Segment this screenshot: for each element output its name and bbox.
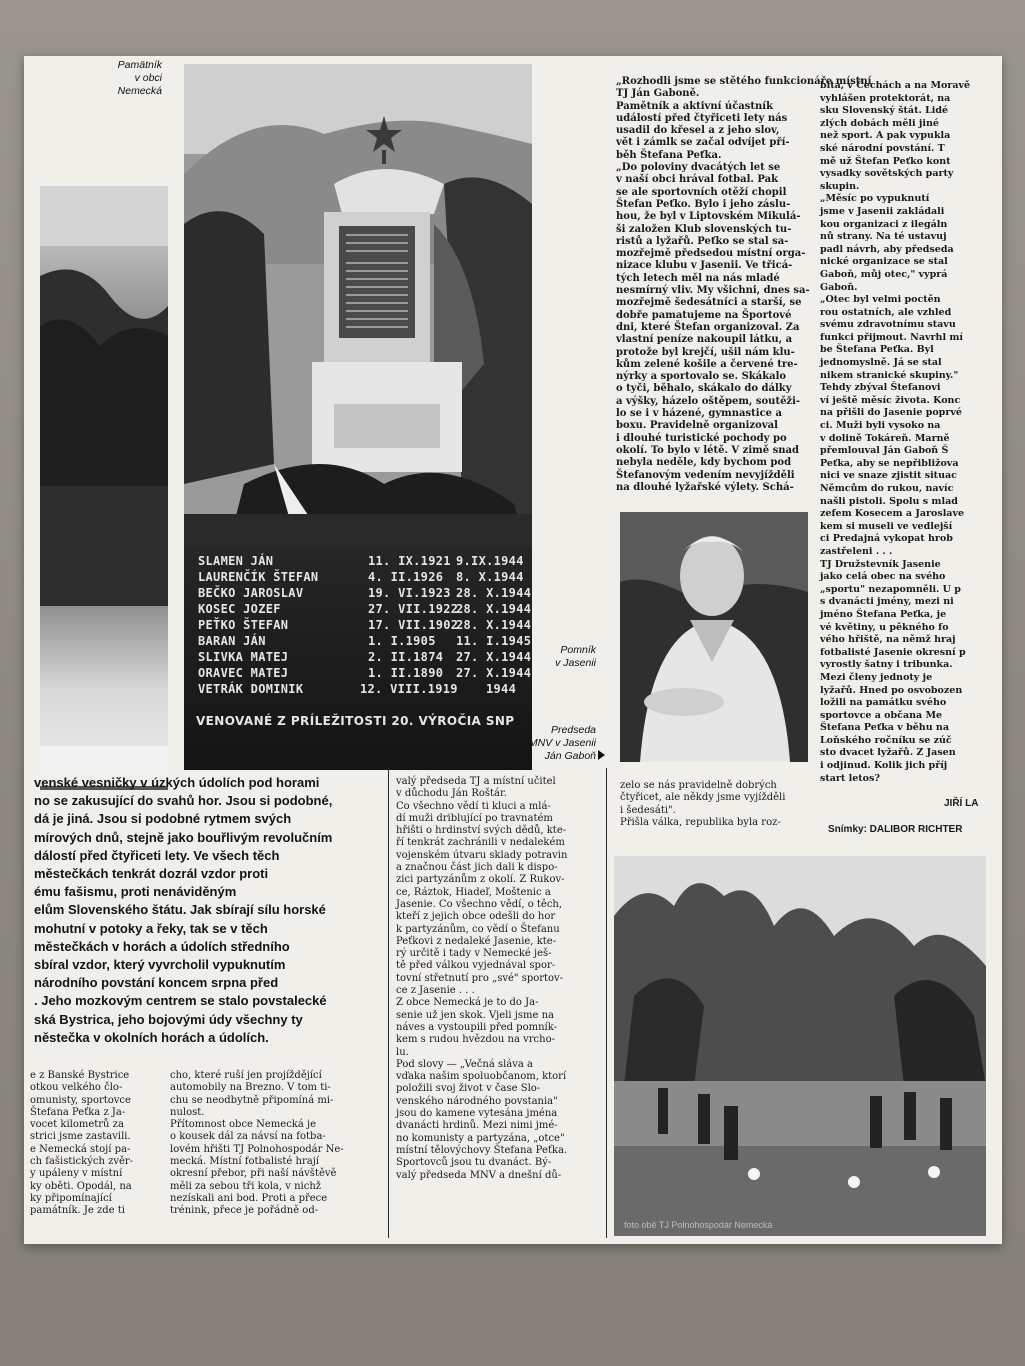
text-line: valý předseda MNV a dnešní dů-	[396, 1169, 562, 1181]
text-line: vďaka našim spoluobčanom, ktorí	[396, 1071, 567, 1083]
plaque-died: 9.IX.1944	[456, 554, 524, 568]
text-line: protože byl krejčí, ušil nám klu-	[616, 346, 795, 358]
text-line: v dolině Tokáreň. Marně	[820, 432, 950, 444]
text-line: nezískali ani bod. Proti a přece	[170, 1192, 328, 1204]
plaque-name: BEČKO JAROSLAV	[198, 586, 304, 600]
text-line: boxu. Pravidelně organizoval	[616, 420, 778, 432]
text-line: okresní přebor, při naší návštěvě	[170, 1168, 337, 1180]
text-line: Loňského ročníku se zúč	[820, 734, 952, 746]
plaque-died: 11. I.1945	[456, 634, 532, 648]
plaque-row	[198, 682, 522, 698]
text-line: y upáleny v místní	[30, 1168, 123, 1180]
text-line: vého hřiště, na němž hraj	[820, 634, 956, 646]
lead-line: venské vesničky v úzkých údolích pod horami	[34, 775, 320, 790]
text-line: vlastní peníze nakoupil látku, a	[616, 334, 793, 346]
plaque-name: PEŤKO ŠTEFAN	[198, 618, 289, 632]
plaque-born: 1. II.1890	[368, 666, 444, 680]
text-line: mecká. Místní fotbalisté hrají	[170, 1156, 320, 1168]
text-line: i dlouhé turistické pochody po	[616, 432, 787, 444]
text-line: TJ Družstevník Jasenie	[820, 558, 941, 570]
lead-line: městečkách v horách a údolích středního	[34, 938, 290, 954]
plaque-name: SLIVKA MATEJ	[198, 650, 289, 664]
text-line: přemlouval Ján Gaboň Š	[820, 445, 949, 457]
plaque-row	[198, 618, 532, 634]
text-line: měli za sebou tři kola, v nichž	[170, 1180, 322, 1192]
text-line: nesmírný vliv. My všichni, dnes sa-	[616, 285, 810, 297]
text-line: senie už jen skok. Vjeli jsme na	[396, 1009, 554, 1021]
text-line: kem s rudou hvězdou na vrcho-	[396, 1034, 555, 1046]
text-line: zlých dobách měli jiné	[820, 117, 939, 129]
plaque-died: 28. X.1944	[456, 586, 532, 600]
text-line: fotbalisté Jasenie okresní p	[820, 646, 966, 658]
text-line: bita, v Čechách a na Moravě	[820, 80, 971, 91]
text-line: nizace klubu v Jasenii. Ve třicá-	[616, 260, 793, 272]
lead-line: . Jeho mozkovým centrem se stalo povstalecké	[34, 993, 327, 1009]
text-line: našli pistoli. Spolu s mlad	[820, 495, 958, 507]
portrait-photo-image	[620, 512, 808, 762]
plaque-row	[198, 586, 532, 602]
text-line: otkou velkého člo-	[30, 1082, 123, 1094]
text-line: čtyřicet, ale někdy jsme vyjížděli	[620, 792, 786, 804]
plaque-died: 8. X.1944	[456, 570, 524, 584]
plaque-born: 12. VIII.1919	[360, 682, 458, 696]
text-line: okolí. To bylo v létě. V zimě snad	[616, 444, 799, 456]
text-line: rou ostatních, ale vzhled	[820, 306, 952, 318]
text-line: Mezi členy jednoty je	[820, 671, 933, 683]
text-line: no komunisty a partyzána, „otce"	[396, 1132, 565, 1144]
text-line: funkci přijmout. Navrhl mí	[820, 331, 964, 343]
text-line: místní tělovýchovy Štefana Peťka.	[396, 1144, 568, 1156]
text-line: nulost.	[170, 1106, 205, 1118]
caption-pointer-icon	[598, 750, 605, 760]
text-line: mozřejmě šedesátníci a starší, se	[616, 297, 802, 309]
text-line: Pod slovy — „Večná sláva a	[396, 1058, 534, 1070]
plaque-died: 28. X.1944	[456, 618, 532, 632]
magazine-page	[24, 56, 1002, 1244]
caption-line: Predseda	[551, 724, 596, 736]
byline-text: JIŘÍ LA	[944, 798, 979, 809]
football-photo-image	[614, 856, 986, 1236]
text-line: jméno Štefana Peťka, je	[820, 608, 947, 620]
text-line: Štefan Peťko. Bylo i jeho záslu-	[616, 198, 791, 210]
lead-line: městečkách tenkrát dozrál vzdor proti	[34, 866, 269, 882]
photo-credit-text: Snímky: DALIBOR RICHTER	[828, 824, 963, 835]
text-line: vysadky sovětských party	[820, 168, 954, 180]
caption-jasenie	[532, 644, 596, 670]
text-line: Co všechno vědí ti kluci a mlá-	[396, 800, 551, 812]
text-column-right	[820, 80, 980, 790]
text-line: hou, že byl v Liptovském Mikulá-	[616, 211, 801, 223]
text-line: náves a vystoupili před pomník-	[396, 1021, 557, 1033]
photo-credit	[828, 824, 1002, 836]
text-line: sto dvacet lyžařů. Z Jasen	[820, 747, 956, 759]
plaque-row	[198, 650, 532, 666]
text-line: start letos?	[820, 772, 880, 784]
text-line: strici jsme zastavili.	[30, 1131, 131, 1143]
text-line: zici partyzánům z okolí. Z Rukov-	[396, 874, 565, 886]
text-line: Pamětník a aktivní účastník	[616, 100, 774, 112]
text-line: událostí před čtyřiceti lety nás	[616, 112, 788, 124]
text-line: kem si museli ve vedlejší	[820, 520, 953, 532]
text-line: Peťkovi z nedaleké Jasenie, kte-	[396, 935, 557, 947]
text-line: e Nemecká stojí pa-	[30, 1143, 131, 1155]
text-column-continuation	[620, 780, 816, 840]
plaque-row	[198, 634, 532, 650]
text-line: chu se neodbytně připomíná mi-	[170, 1094, 334, 1106]
text-line: tě před válkou vyjednával spor-	[396, 960, 556, 972]
text-line: kteří z jejich obce odešli do hor	[396, 911, 556, 923]
text-line: trénink, přece je pořádně od-	[170, 1205, 319, 1217]
plaque-died: 28. X.1944	[456, 602, 532, 616]
text-line: i odjinud. Kolik jich příj	[820, 760, 948, 772]
text-line: dni, které Štefan organizoval. Za	[616, 321, 800, 333]
plaque-born: 19. VI.1923	[368, 586, 451, 600]
text-column-bottom-2	[170, 1070, 380, 1240]
text-line: ci Predajná vykopat hrob	[820, 533, 953, 545]
caption-predseda	[520, 724, 596, 763]
text-line: ří tenkrát zachránili v nedalekém	[396, 837, 565, 849]
lead-line: ská Bystrica, jeho bojovými údy všechny ty	[34, 1011, 303, 1027]
text-line: na dlouhé lyžařské výlety. Schá-	[616, 481, 794, 493]
plaque-born: 11. IX.1921	[368, 554, 451, 568]
text-line: Jasenie. Co všechno vědí, o těch,	[396, 898, 563, 910]
text-line: o kousek dál za návsí na fotba-	[170, 1131, 326, 1143]
caption-line: Ján Gaboň	[544, 750, 596, 762]
text-line: ky připomínající	[30, 1192, 112, 1204]
lead-line: národního povstání koncem srpna před	[34, 975, 279, 991]
text-line: dvanácti hrdinů. Mezi nimi jmé-	[396, 1120, 558, 1132]
text-line: mě už Štefan Peťko kont	[820, 155, 951, 167]
text-line: nýrky a sportovalo se. Skákalo	[616, 371, 787, 383]
text-line: Peťka, aby se nepřibližova	[820, 457, 959, 469]
text-line: Tehdy zbýval Štefanovi	[820, 382, 941, 394]
text-line: automobily na Brezno. V tom ti-	[170, 1082, 331, 1094]
football-photo	[614, 856, 986, 1236]
lead-line: no se zakusující do svahů hor. Jsou si podobné,	[34, 793, 333, 809]
text-line: jednomyslně. Já se stal	[820, 357, 942, 369]
text-line: „sportu" nezapomněli. U p	[820, 583, 961, 595]
text-line: nikem stranické skupiny."	[820, 369, 959, 381]
text-line: položili svoj život v čase Slo-	[396, 1083, 541, 1095]
plaque-born: 2. II.1874	[368, 650, 444, 664]
column-divider	[606, 768, 607, 1238]
text-line: a značnou část jich dali k dispo-	[396, 862, 558, 874]
text-line: lyžařů. Hned po osvobozen	[820, 684, 963, 696]
text-line: ky oběti. Opodál, na	[30, 1180, 132, 1192]
plaque-died: 1944	[486, 682, 517, 696]
text-line: s dvanácti jmény, mezi ni	[820, 596, 954, 608]
text-line: hřišti o hrdinství svých dědů, kte-	[396, 825, 567, 837]
plaque-died: 27. X.1944	[456, 666, 532, 680]
text-line: e z Banské Bystrice	[30, 1070, 130, 1081]
portrait-photo	[620, 512, 808, 762]
left-photo-strip	[40, 186, 168, 776]
text-line: „Do poloviny dvacátých let se	[616, 162, 781, 174]
plaque-row	[198, 554, 522, 570]
text-line: i šedesáti".	[620, 804, 676, 816]
text-line: zefem Kosecem a Jaroslave	[820, 508, 965, 520]
caption-line: v obci	[134, 72, 162, 84]
text-line: lovém hřišti TJ Polnohospodár Ne-	[170, 1143, 344, 1155]
text-line: jsme v Jasenii zakládali	[820, 205, 945, 217]
text-line: lu.	[396, 1046, 409, 1058]
lead-line: dálostí před čtyřiceti lety. Ve všech těch	[34, 847, 280, 863]
text-line: Přišla válka, republika byla roz-	[620, 816, 781, 828]
text-line: o tyči, běhalo, skákalo do dálky	[616, 383, 792, 395]
plaque-footer: VENOVANÉ Z PRÍLEŽITOSTI 20. VÝROČIA SNP	[196, 714, 515, 728]
plaque-born: 1. I.1905	[368, 634, 436, 648]
plaque-row	[198, 666, 532, 682]
text-line: a výšky, házelo oštěpem, soutěži-	[616, 395, 801, 407]
text-line: tovní střetnutí pro „své" sportov-	[396, 972, 564, 984]
plaque-name: KOSEC JOZEF	[198, 602, 281, 616]
text-line: „Rozhodli jsme se stětého funkcionáře místní	[616, 76, 872, 87]
text-line: se ale sportovních otěží chopil	[616, 186, 787, 198]
left-photo-image	[40, 186, 168, 776]
photo-stamp: foto obě TJ Polnohospodár Nemecká	[624, 1220, 773, 1230]
text-line: usadil do křesel a z jeho slov,	[616, 125, 780, 137]
lead-line: dá je jiná. Jsou si podobné rytmem svých	[34, 811, 292, 827]
text-line: Štefana Peťka z Ja-	[30, 1106, 126, 1118]
caption-line: Nemecká	[117, 85, 162, 97]
text-line: valý předseda TJ a místní učitel	[396, 776, 556, 787]
text-line: jako celá obec na svého	[820, 571, 946, 583]
text-line: ské národní povstání. T	[820, 142, 945, 154]
text-line: TJ Ján Gaboně.	[616, 88, 700, 100]
plaque-name: SLAMEN JÁN	[198, 554, 274, 568]
text-line: lo se i v házené, gymnastice a	[616, 408, 782, 420]
lead-line: ému fašismu, proti nenáviděným	[34, 884, 237, 900]
text-line: vět i zámlk se začal odvíjet pří-	[616, 137, 790, 149]
text-line: Němcům do rukou, navíc	[820, 483, 954, 494]
text-line: sportovce a občana Me	[820, 709, 943, 721]
text-line: vocet kilometrů za	[30, 1119, 124, 1131]
lead-line: elům Slovenského štátu. Jak sbírají sílu horské	[34, 902, 326, 918]
text-line: Štefana Peťka v běhu na	[820, 722, 949, 734]
plaque-name: BARAN JÁN	[198, 634, 266, 648]
text-line: než sport. A pak vypukla	[820, 130, 951, 142]
text-line: venského národného povstania"	[396, 1095, 558, 1107]
text-line: Gaboň, můj otec," vyprá	[820, 268, 948, 280]
plaque-name: LAURENČÍK ŠTEFAN	[198, 570, 319, 584]
text-line: ch fašistických zvěr-	[30, 1156, 134, 1168]
text-line: v důchodu Ján Roštár.	[396, 788, 507, 800]
byline	[944, 798, 1002, 810]
lead-line: mohutní v potoky a řeky, tak se v těch	[34, 920, 268, 936]
text-line: nů strany. Na té ustavuj	[820, 231, 947, 243]
text-line: ví ještě měsíc života. Konc	[820, 394, 961, 406]
text-line: ce, Ráztok, Hiadeľ, Moštenic a	[396, 886, 551, 898]
caption-line: Pamätník	[117, 59, 162, 71]
text-line: vé květiny, u pěkného fo	[820, 621, 949, 633]
plaque-born: 17. VII.1902	[368, 618, 459, 632]
monument-photo	[184, 64, 532, 770]
text-line: omunisty, sportovce	[30, 1094, 131, 1106]
caption-line: MNV v Jasenii	[528, 737, 596, 749]
plaque-born: 4. II.1926	[368, 570, 444, 584]
plaque-born: 27. VII.1922	[368, 602, 459, 616]
text-line: ristů a lyžařů. Peťko se stal sa-	[616, 235, 789, 247]
text-line: k partyzánům, co vědí o Štefanu	[396, 923, 560, 935]
plaque-died: 27. X.1944	[456, 650, 532, 664]
text-line: památník. Je zde ti	[30, 1205, 125, 1217]
lead-line: sbíral vzdor, který vyvrcholil vypuknutím	[34, 957, 286, 973]
text-line: Štefanovým vedením nevyjížděli	[616, 469, 795, 481]
text-line: v naší obci hrával fotbal. Pak	[616, 174, 779, 186]
text-line: tých letech měl na nás mladé	[616, 272, 780, 284]
text-line: Sportovců jsou tu dvanáct. Bý-	[396, 1157, 552, 1169]
text-line: skupin.	[820, 180, 860, 192]
text-line: kou organizaci z ilegáln	[820, 218, 948, 230]
text-line: vyrostly šatny i tribunka.	[820, 659, 953, 671]
plaque-row	[198, 602, 532, 618]
text-line: kům zelené košile a červené tre-	[616, 358, 798, 370]
text-line: vojenském útvaru sklady potravin	[396, 849, 568, 861]
lead-line: mírových dnů, stejně jako bouřlivým revolučním	[34, 829, 333, 845]
text-line: ce z Jasenie . . .	[396, 985, 475, 997]
text-line: na přišli do Jasenie poprvé	[820, 407, 962, 419]
text-line: nebyla neděle, kdy bychom pod	[616, 457, 792, 469]
text-line: ši založen Klub slovenských tu-	[616, 223, 792, 235]
text-line: ci. Muži byli vysoko na	[820, 420, 941, 432]
text-column-middle	[396, 776, 596, 1236]
text-line: vyhlášen protektorát, na	[820, 92, 951, 104]
text-line: Gaboň.	[820, 281, 858, 293]
caption-obec-nemecka	[98, 59, 162, 98]
text-line: Přítomnost obce Nemecká je	[170, 1119, 317, 1131]
text-line: dobře pamatujeme na Športové	[616, 309, 792, 321]
text-line: padl návrh, aby předseda	[820, 243, 954, 255]
text-line: cho, které ruší jen projíždějící	[170, 1070, 322, 1081]
text-line: ložili na památku svého	[820, 697, 947, 709]
text-column-bottom-1	[30, 1070, 156, 1240]
caption-line: v Jasenii	[555, 657, 596, 669]
text-line: „Otec byl velmi poctěn	[820, 294, 941, 306]
text-line: zelo se nás pravidelně dobrých	[620, 780, 777, 791]
text-line: mozřejmě předsedou místní orga-	[616, 248, 806, 260]
lead-paragraph	[34, 774, 384, 1056]
text-line: nici ve snaze zjistit situac	[820, 470, 957, 482]
text-line: sku Slovenský štát. Lidé	[820, 105, 949, 117]
plaque-row	[198, 570, 522, 586]
plaque-name: VETRÁK DOMINIK	[198, 682, 304, 696]
column-divider	[388, 768, 389, 1238]
memorial-plaque	[184, 548, 532, 770]
plaque-name: ORAVEC MATEJ	[198, 666, 289, 680]
text-line: zastřeleni . . .	[820, 545, 893, 557]
text-line: jsou do kamene vytesána jména	[396, 1108, 558, 1120]
text-line: nické organizace se stal	[820, 256, 948, 268]
text-line: dí muži driblující po travnatém	[396, 812, 553, 824]
caption-line: Pomník	[560, 644, 596, 656]
text-line: rý určitě i tady v Nemecké ješ-	[396, 948, 552, 960]
text-line: Z obce Nemecká je to do Ja-	[396, 997, 539, 1009]
text-line: svému zdravotnímu stavu	[820, 319, 956, 331]
lead-line: něstečka v okolních horách a údolích.	[34, 1029, 269, 1045]
text-line: běh Štefana Peťka.	[616, 149, 722, 161]
text-line: „Měsíc po vypuknutí	[820, 193, 930, 205]
text-line: be Štefana Peťka. Byl	[820, 344, 934, 356]
